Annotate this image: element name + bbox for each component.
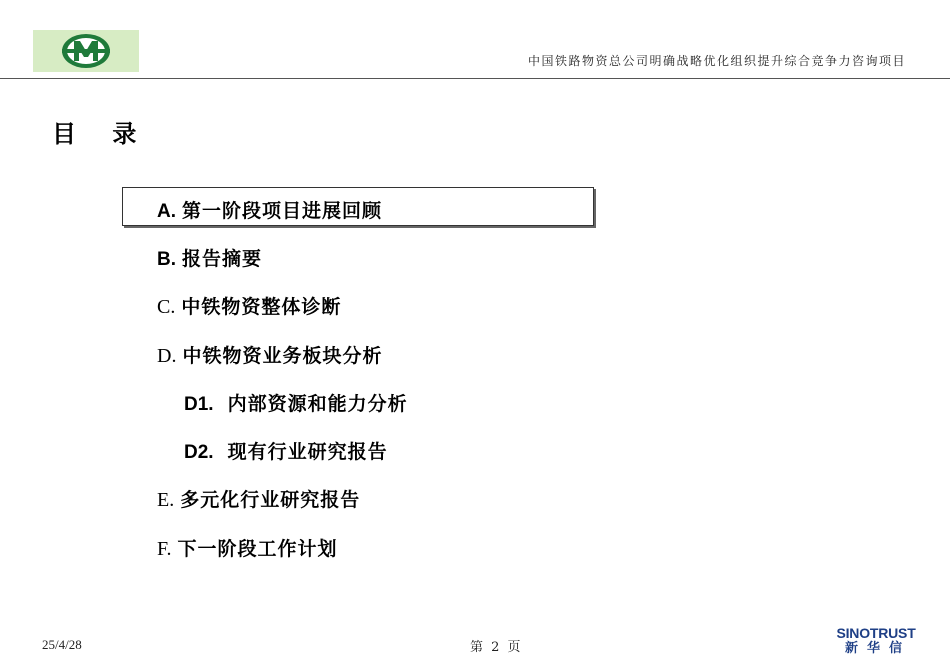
toc-key: D2. xyxy=(184,442,214,463)
toc-item-e[interactable] xyxy=(157,485,360,512)
toc-label: 现有行业研究报告 xyxy=(227,441,388,463)
toc-label: 中铁物资整体诊断 xyxy=(181,296,342,318)
footer-date: 25/4/28 xyxy=(42,637,82,652)
toc-item-d1[interactable] xyxy=(184,389,408,416)
footer-page-number: 第 2 页 xyxy=(470,640,521,655)
page-title: 目 录 xyxy=(52,120,151,148)
company-logo xyxy=(33,30,139,72)
toc-key: B. xyxy=(157,249,176,270)
toc-key: D1. xyxy=(184,394,214,415)
toc-label: 报告摘要 xyxy=(182,248,263,270)
toc-key: A. xyxy=(157,201,176,222)
brand-name-cn: 新华信 xyxy=(844,641,911,656)
toc-key: F. xyxy=(157,538,172,560)
toc-key: E. xyxy=(157,489,175,511)
toc-item-d2[interactable] xyxy=(184,437,388,464)
toc-label: 第一阶段项目进展回顾 xyxy=(182,200,383,222)
header-project-title: 中国铁路物资总公司明确战略优化组织提升综合竞争力咨询项目 xyxy=(527,54,906,68)
brand-name-en: SINOTRUST xyxy=(836,625,916,641)
company-logo-m-icon xyxy=(33,30,139,72)
toc-item-d[interactable] xyxy=(157,341,382,368)
toc-item-a[interactable] xyxy=(157,196,382,223)
toc-label: 下一阶段工作计划 xyxy=(177,538,338,560)
sinotrust-logo xyxy=(836,626,916,657)
toc-item-b[interactable] xyxy=(157,244,262,271)
toc-key: C. xyxy=(157,296,176,318)
toc-label: 多元化行业研究报告 xyxy=(180,489,361,511)
toc-label: 中铁物资业务板块分析 xyxy=(182,345,383,367)
header-divider xyxy=(0,78,950,79)
toc-item-c[interactable] xyxy=(157,292,341,319)
toc-key: D. xyxy=(157,345,177,367)
toc-label: 内部资源和能力分析 xyxy=(227,393,408,415)
toc-item-f[interactable] xyxy=(157,534,338,561)
